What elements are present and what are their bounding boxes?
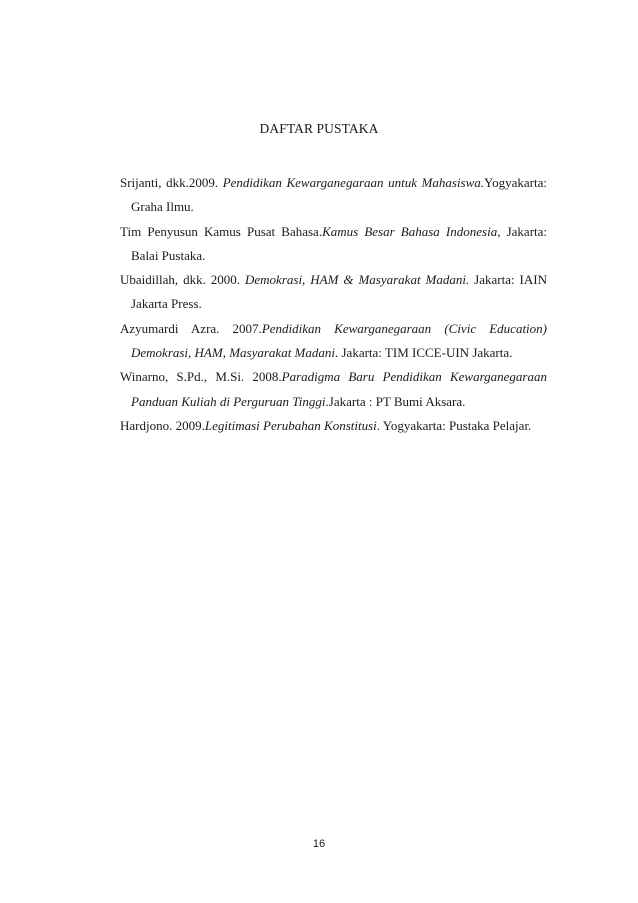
- reference-title: Pendidikan Kewarganegaraan (Civic Education) Demokrasi, HAM, Masyarakat Madani: [131, 320, 547, 361]
- reference-title: Demokrasi, HAM & Masyarakat Madani.: [245, 272, 470, 288]
- reference-text: Ubaidillah, dkk. 2000.: [120, 272, 246, 288]
- reference-title: Legitimasi Perubahan Konstitusi: [204, 417, 377, 433]
- reference-text: Hardjono. 2009.: [120, 417, 205, 433]
- reference-item: [120, 365, 547, 414]
- reference-publisher: . Yogyakarta: Pustaka Pelajar.: [376, 417, 532, 433]
- reference-title: Paradigma Baru Pendidikan Kewarganegaraan Panduan Kuliah di Perguruan Tinggi: [131, 369, 547, 409]
- reference-title: Pendidikan Kewarganegaraan untuk Mahasiswa.: [222, 175, 485, 190]
- reference-publisher: Yogyakarta: Graha Ilmu.: [131, 175, 547, 215]
- reference-text: Tim Penyusun Kamus Pusat Bahasa.: [120, 223, 323, 239]
- reference-text: Azyumardi Azra. 2007.: [120, 320, 262, 336]
- reference-text: Winarno, S.Pd., M.Si. 2008.: [120, 369, 282, 385]
- reference-item: [120, 317, 547, 366]
- reference-publisher: . Jakarta: TIM ICCE-UIN Jakarta.: [335, 345, 513, 361]
- reference-publisher: Jakarta: Balai Pustaka.: [131, 223, 548, 263]
- reference-item: [120, 220, 547, 269]
- reference-title: Kamus Besar Bahasa Indonesia,: [322, 223, 501, 239]
- reference-text: Srijanti, dkk.2009.: [120, 175, 223, 190]
- reference-publisher: Jakarta: IAIN Jakarta Press.: [131, 272, 547, 312]
- page-title: DAFTAR PUSTAKA: [259, 121, 379, 136]
- reference-list: [120, 171, 547, 438]
- reference-item: [120, 171, 547, 220]
- reference-item: [120, 268, 547, 317]
- reference-item: [120, 414, 547, 438]
- reference-publisher: .Jakarta : PT Bumi Aksara.: [325, 393, 466, 409]
- page-number: 16: [312, 838, 326, 850]
